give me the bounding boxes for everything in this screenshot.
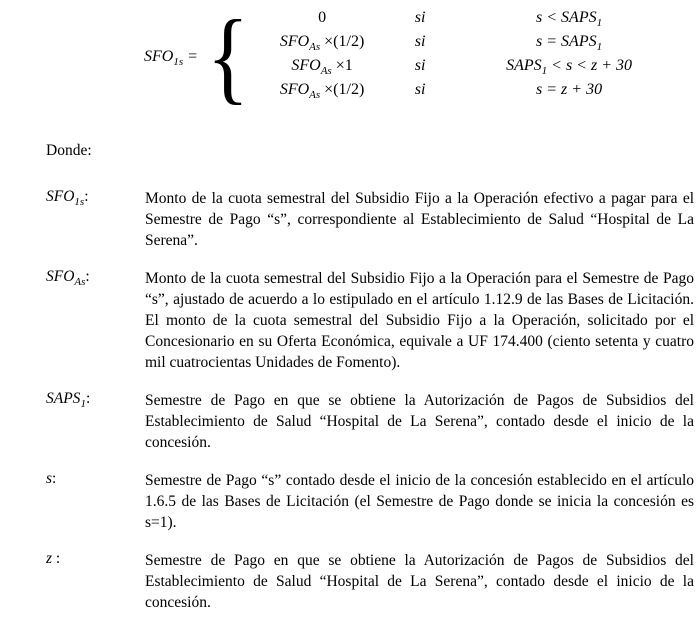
definition-term: $SFO_{1s}$: xyxy=(46,188,89,209)
formula-lhs xyxy=(144,48,198,69)
case-expression: $SFO_{As} \times 1$ xyxy=(291,57,353,78)
case-condition: $s < SAPS_1$ xyxy=(536,9,603,30)
definition-item xyxy=(46,550,694,613)
definition-term: z : xyxy=(46,550,61,567)
case-expression: $SFO_{As} \times(1/2)$ xyxy=(279,81,365,102)
case-expression: $SFO_{As} \times(1/2)$ xyxy=(279,33,365,54)
definition-term: $SAPS_1$: xyxy=(46,390,91,411)
definitions-list xyxy=(46,188,694,613)
definition-text: Monto de la cuota semestral del Subsidio Fijo a la Operación efectivo a pagar para el Semestre de Pago “s”, correspondiente al Establecimiento de Salud “Hospital de La Serena”. xyxy=(145,190,694,249)
case-expression: 0 xyxy=(318,9,327,26)
case-si-label: si xyxy=(414,81,426,98)
formula-case-row xyxy=(255,81,687,105)
cases-block xyxy=(255,9,687,105)
definition-item xyxy=(46,470,694,533)
definition-item xyxy=(46,268,694,373)
definition-text: Monto de la cuota semestral del Subsidio Fijo a la Operación para el Semestre de Pago “s”, ajustado de acuerdo a lo estipulado en el artículo 1.12.9 de las Bases de Licitación. El monto de la cuota semestral del Subsidio Fijo a la Operación, solicitado por el Concesionario en su Oferta Económica, equivale a UF 174.400 (ciento setenta y cuatro mil cuatrocientas Unidades de Fomento). xyxy=(145,270,694,371)
definition-text: Semestre de Pago en que se obtiene la Autorización de Pagos de Subsidios del Establecimiento de Salud “Hospital de La Serena”, contado desde el inicio de la concesión. xyxy=(145,392,694,451)
formula-case-row xyxy=(255,33,687,57)
formula-lhs-base: SFO xyxy=(144,48,174,65)
case-condition: $SAPS_1 < s < z + 30$ xyxy=(506,57,632,78)
case-si-label: si xyxy=(414,9,426,26)
definition-item xyxy=(46,188,694,251)
case-condition: s = z + 30 xyxy=(536,81,603,98)
case-si-label: si xyxy=(414,33,426,50)
equals-sign: = xyxy=(188,48,198,65)
definition-term: s: xyxy=(46,470,57,487)
definition-item xyxy=(46,390,694,453)
definition-text: Semestre de Pago en que se obtiene la Autorización de Pagos de Subsidios del Establecimiento de Salud “Hospital de La Serena”, contado desde el inicio de la concesión. xyxy=(145,552,694,611)
formula-lhs-subscript: 1s xyxy=(173,56,184,69)
formula-case-row xyxy=(255,57,687,81)
definition-text: Semestre de Pago “s” contado desde el inicio de la concesión establecido en el artículo 1.6.5 de las Bases de Licitación (el Semestre de Pago donde se inicia la concesión es s=1). xyxy=(145,472,694,531)
donde-label: Donde: xyxy=(46,142,92,159)
formula-case-row xyxy=(255,9,687,33)
definition-term: $SFO_{As}$: xyxy=(46,268,90,289)
left-brace: { xyxy=(206,0,250,114)
formula-block xyxy=(144,0,694,114)
case-condition: $s = SAPS_1$ xyxy=(536,33,603,54)
case-si-label: si xyxy=(414,57,426,74)
